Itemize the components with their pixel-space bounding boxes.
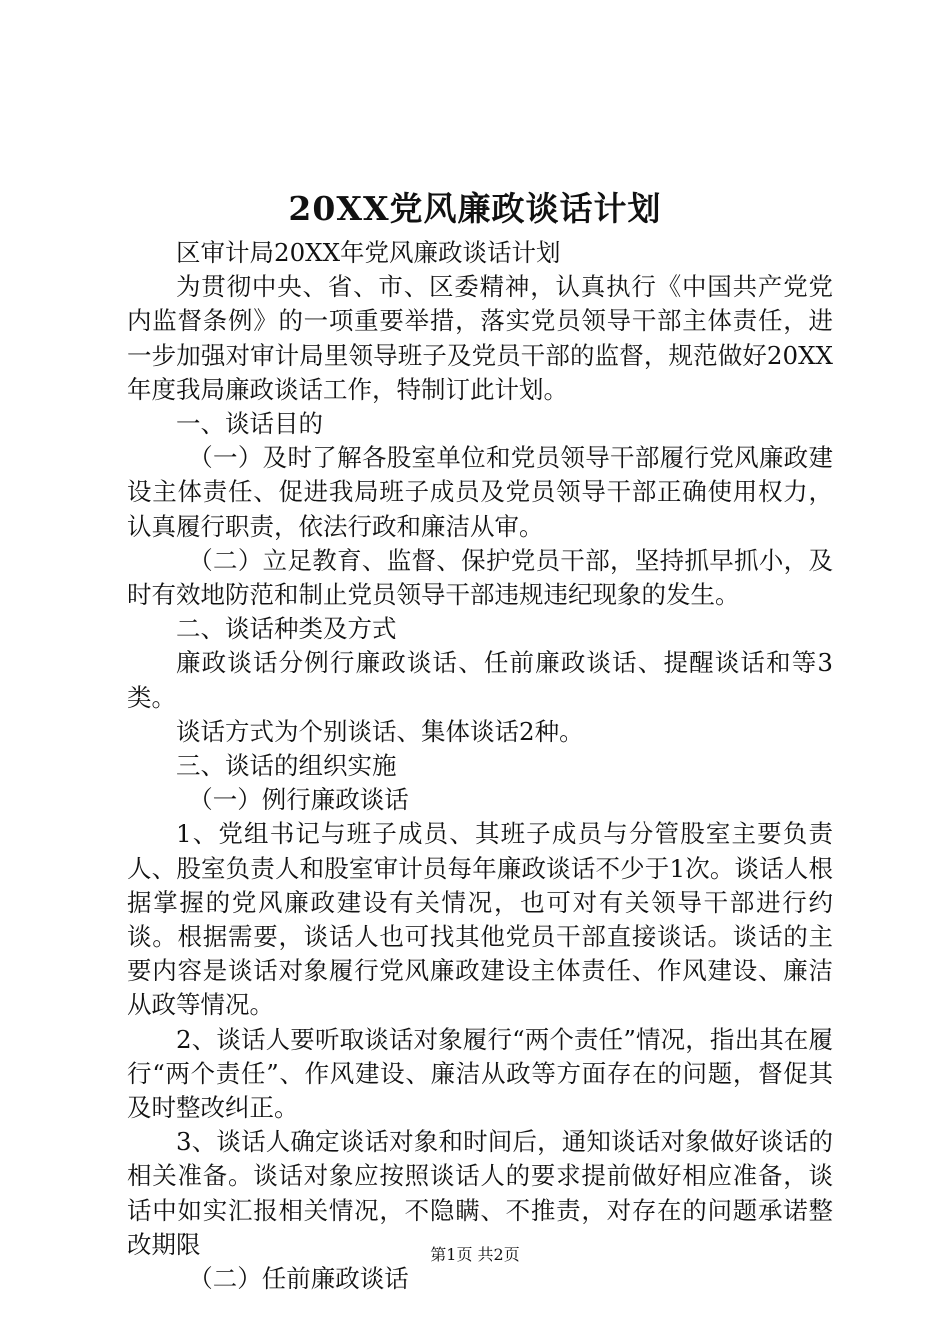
paragraph-item-3: 3、谈话人确定谈话对象和时间后，通知谈话对象做好谈话的相关准备。谈话对象应按照谈话人的要求提前做好相应准备，谈话中如实汇报相关情况，不隐瞒、不推责，对存在的问题承诺整改期限 bbox=[127, 1127, 833, 1259]
paragraph-intro: 为贯彻中央、省、市、区委精神，认真执行《中国共产党党内监督条例》的一项重要举措，落实党员领导干部主体责任，进一步加强对审计局里领导班子及党员干部的监督，规范做好20XX年度我局廉政谈话工作，特制订此计划。 bbox=[127, 272, 833, 404]
paragraph-types: 廉政谈话分例行廉政谈话、任前廉政谈话、提醒谈话和等3类。 bbox=[127, 648, 833, 712]
paragraph-purpose-1: （一）及时了解各股室单位和党员领导干部履行党风廉政建设主体责任、促进我局班子成员及党员领导干部正确使用权力，认真履行职责，依法行政和廉洁从审。 bbox=[127, 443, 833, 541]
subsection-heading-routine: （一）例行廉政谈话 bbox=[188, 785, 409, 815]
paragraph-subtitle: 区审计局20XX年党风廉政谈话计划 bbox=[176, 238, 561, 267]
paragraph-methods: 谈话方式为个别谈话、集体谈话2种。 bbox=[176, 716, 584, 746]
section-heading-2: 二、谈话种类及方式 bbox=[176, 614, 397, 644]
paragraph-item-2: 2、谈话人要听取谈话对象履行“两个责任”情况，指出其在履行“两个责任”、作风建设、廉洁从政等方面存在的问题，督促其及时整改纠正。 bbox=[127, 1024, 833, 1123]
paragraph-item-1: 1、党组书记与班子成员、其班子成员与分管股室主要负责人、股室负责人和股室审计员每年廉政谈话不少于1次。谈话人根据掌握的党风廉政建设有关情况，也可对有关领导干部进行约谈。根据需要，谈话人也可找其他党员干部直接谈话。谈话的主要内容是谈话对象履行党风廉政建设主体责任、作风建设、廉洁从政等情况。 bbox=[127, 819, 833, 1020]
paragraph-purpose-2: （二）立足教育、监督、保护党员干部，坚持抓早抓小，及时有效地防范和制止党员领导干部违规违纪现象的发生。 bbox=[127, 545, 833, 610]
section-heading-1: 一、谈话目的 bbox=[176, 409, 323, 439]
subsection-heading-preappointment: （二）任前廉政谈话 bbox=[188, 1264, 409, 1294]
document-title: 20XX党风廉政谈话计划 bbox=[288, 189, 662, 228]
section-heading-3: 三、谈话的组织实施 bbox=[176, 751, 397, 781]
page-footer: 第1页 共2页 bbox=[430, 1245, 520, 1264]
document-body bbox=[127, 236, 833, 1296]
